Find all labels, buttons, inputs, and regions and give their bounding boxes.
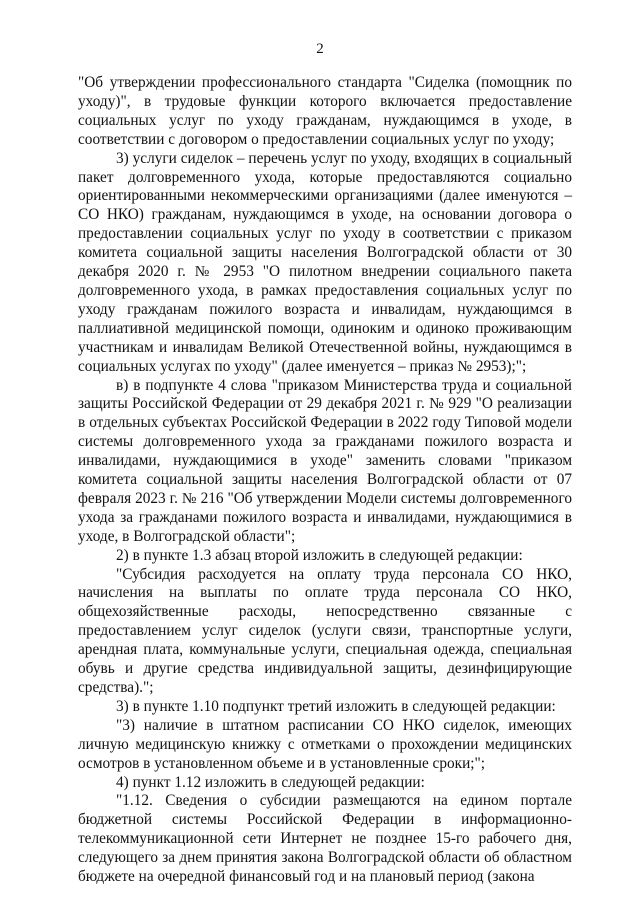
document-body xyxy=(78,74,572,887)
paragraph-subitem-v: в) в подпункте 4 слова "приказом Министерства труда и социальной защиты Российской Федерации от 29 декабря 2021 г. № 929 "О реализации в отдельных субъектах Российской Федерации в 2022 году Типовой модели системы долговременного ухода за гражданами пожилого возраста и инвалидами, нуждающимися в уходе" заменить словами "приказом комитета социальной защиты населения Волгоградской области от 07 февраля 2023 г. № 216 "Об утверждении Модели системы долговременного ухода за гражданами пожилого возраста и инвалидами, нуждающимися в уходе, в Волгоградской области"; xyxy=(78,376,572,545)
paragraph-subsidy-text: "Субсидия расходуется на оплату труда персонала СО НКО, начисления на выплаты по оплате труда персонала СО НКО, общехозяйственные расходы, непосредственно связанные с предоставлением услуг сиделок (услуги связи, транспортные услуги, арендная плата, коммунальные услуги, специальная одежда, специальная обувь и другие средства индивидуальной защиты, дезинфицирующие средства)."; xyxy=(78,565,572,696)
paragraph-continuation: "Об утверждении профессионального стандарта "Сиделка (помощник по уходу)", в трудовые функции которого включается предоставление социальных услуг по уходу гражданам, нуждающимся в уходе, в соответствии с договором о предоставлении социальных услуг по уходу; xyxy=(78,74,572,148)
paragraph-subitem-3-text: "3) наличие в штатном расписании СО НКО сиделок, имеющих личную медицинскую книжку с отметками о прохождении медицинских осмотров в установленном объеме и в установленные сроки;"; xyxy=(78,716,572,772)
paragraph-1-12-text: "1.12. Сведения о субсидии размещаются на едином портале бюджетной системы Российской Федерации в информационно-телекоммуникационной сети Интернет не позднее 15-го рабочего дня, следующего за днем принятия закона Волгоградской области об областном бюджете на очередной финансовый год и на плановый период (закона xyxy=(78,792,572,886)
paragraph-item-3-caregiver-services: 3) услуги сиделок – перечень услуг по уходу, входящих в социальный пакет долговременного ухода, которые предоставляются социально ориентированными некоммерческими организациями (далее именуются – СО НКО) гражданам, нуждающимся в уходе, на основании договора о предоставлении социальных услуг по уходу в соответствии с приказом комитета социальной защиты населения Волгоградской области от 30 декабря 2020 г. № 2953 "О пилотном внедрении социального пакета долговременного ухода, в рамках предоставления социальных услуг по уходу гражданам пожилого возраста и инвалидам, нуждающимся в паллиативной медицинской помощи, одиноким и одиноко проживающим участникам и инвалидам Великой Отечественной войны, нуждающимся в социальных услугах по уходу" (далее именуется – приказ № 2953);"; xyxy=(78,149,572,375)
paragraph-item-2: 2) в пункте 1.3 абзац второй изложить в следующей редакции: xyxy=(116,546,523,564)
paragraph-item-3: 3) в пункте 1.10 подпункт третий изложить в следующей редакции: xyxy=(116,697,556,715)
paragraph-item-4: 4) пункт 1.12 изложить в следующей редакции: xyxy=(116,773,425,791)
page-number: 2 xyxy=(316,41,324,57)
